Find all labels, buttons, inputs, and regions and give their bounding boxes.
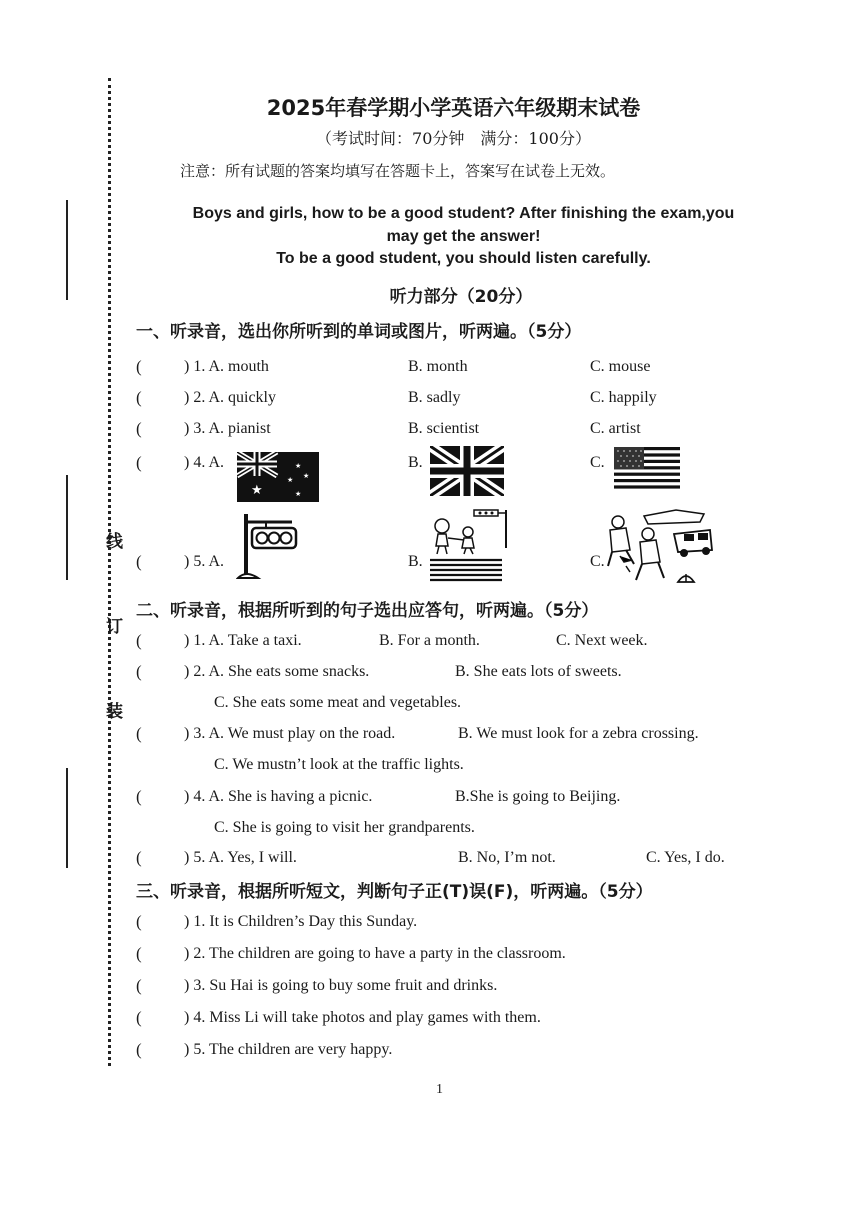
svg-text:★: ★ bbox=[287, 476, 294, 484]
option-c: C. mouse bbox=[590, 358, 651, 375]
option-c: C. She eats some meat and vegetables. bbox=[214, 694, 462, 711]
traffic-light-icon bbox=[236, 512, 300, 580]
statement-text: ) 4. Miss Li will take photos and play games with them. bbox=[184, 1009, 541, 1026]
svg-text:★: ★ bbox=[251, 483, 263, 498]
option-b: B. No, I’m not. bbox=[458, 849, 556, 866]
option-c: C. Yes, I do. bbox=[646, 849, 725, 866]
number-blank-line bbox=[66, 768, 68, 868]
option-b: B. For a month. bbox=[379, 632, 480, 649]
option-b: B. scientist bbox=[408, 420, 480, 437]
question-text: ) 4. A. She is having a picnic. bbox=[184, 788, 373, 805]
answer-bracket[interactable]: ( bbox=[136, 724, 142, 743]
section2-heading: 二、听录音，根据所听到的句子选出应答句，听两遍。（5分） bbox=[136, 601, 599, 621]
binding-ding: 订 bbox=[106, 617, 123, 637]
listening-part-title: 听力部分（20分） bbox=[389, 287, 533, 307]
question-text: ) 3. A. We must play on the road. bbox=[184, 725, 396, 742]
zebra-crossing-icon bbox=[430, 508, 510, 582]
answer-bracket[interactable]: ( bbox=[136, 419, 142, 438]
australia-flag-icon bbox=[237, 452, 319, 502]
option-b: B.She is going to Beijing. bbox=[455, 788, 621, 805]
question-text: ) 5. A. bbox=[184, 553, 224, 570]
question-text: ) 1. A. Take a taxi. bbox=[184, 632, 302, 649]
option-b: B. bbox=[408, 454, 423, 471]
question-text: ) 5. A. Yes, I will. bbox=[184, 849, 297, 866]
motto-line-2: may get the answer! bbox=[386, 228, 541, 245]
uk-flag-icon bbox=[430, 446, 504, 496]
answer-bracket[interactable]: ( bbox=[136, 662, 142, 681]
answer-bracket[interactable]: ( bbox=[136, 1008, 142, 1027]
answer-bracket[interactable]: ( bbox=[136, 944, 142, 963]
answer-bracket[interactable]: ( bbox=[136, 552, 142, 571]
class-blank-line bbox=[66, 475, 68, 580]
question-text: ) 1. A. mouth bbox=[184, 358, 269, 375]
statement-text: ) 5. The children are very happy. bbox=[184, 1041, 393, 1058]
question-text: ) 2. A. She eats some snacks. bbox=[184, 663, 370, 680]
option-c: C. She is going to visit her grandparents. bbox=[214, 819, 475, 836]
section1-heading: 一、听录音，选出你所听到的单词或图片，听两遍。（5分） bbox=[136, 322, 582, 342]
motto-line-3: To be a good student, you should listen carefully. bbox=[276, 250, 651, 267]
statement-text: ) 1. It is Children’s Day this Sunday. bbox=[184, 913, 418, 930]
answer-bracket[interactable]: ( bbox=[136, 1040, 142, 1059]
option-c: C. happily bbox=[590, 389, 657, 406]
answer-bracket[interactable]: ( bbox=[136, 912, 142, 931]
exam-notice: 注意：所有试题的答案均填写在答题卡上，答案写在试卷上无效。 bbox=[180, 162, 616, 180]
section3-heading: 三、听录音，根据所听短文，判断句子正(T)误(F)，听两遍。（5分） bbox=[136, 882, 653, 902]
answer-bracket[interactable]: ( bbox=[136, 848, 142, 867]
statement-text: ) 2. The children are going to have a party in the classroom. bbox=[184, 945, 566, 962]
exam-subtitle: （考试时间：70分钟 满分：100分） bbox=[316, 129, 591, 148]
crossing-road-scene-icon bbox=[604, 506, 714, 586]
option-b: B. She eats lots of sweets. bbox=[455, 663, 622, 680]
option-b: B. sadly bbox=[408, 389, 461, 406]
question-text: ) 3. A. pianist bbox=[184, 420, 271, 437]
option-c: C. bbox=[590, 454, 605, 471]
answer-bracket[interactable]: ( bbox=[136, 453, 142, 472]
option-c: C. We mustn’t look at the traffic lights. bbox=[214, 756, 464, 773]
answer-bracket[interactable]: ( bbox=[136, 787, 142, 806]
svg-text:★: ★ bbox=[295, 490, 302, 498]
answer-bracket[interactable]: ( bbox=[136, 976, 142, 995]
statement-text: ) 3. Su Hai is going to buy some fruit and drinks. bbox=[184, 977, 498, 994]
binding-xian: 线 bbox=[106, 532, 123, 552]
usa-flag-icon bbox=[614, 447, 680, 489]
option-b: B. month bbox=[408, 358, 468, 375]
option-c: C. bbox=[590, 553, 605, 570]
exam-title: 2025年春学期小学英语六年级期末试卷 bbox=[266, 96, 641, 120]
option-b: B. We must look for a zebra crossing. bbox=[458, 725, 699, 742]
question-text: ) 4. A. bbox=[184, 454, 224, 471]
binding-dotted-line bbox=[108, 78, 111, 1066]
option-c: C. artist bbox=[590, 420, 641, 437]
option-c: C. Next week. bbox=[556, 632, 648, 649]
svg-text:★: ★ bbox=[295, 462, 302, 470]
answer-bracket[interactable]: ( bbox=[136, 388, 142, 407]
binding-zhuang: 装 bbox=[106, 702, 123, 722]
page-number: 1 bbox=[436, 1082, 443, 1097]
question-text: ) 2. A. quickly bbox=[184, 389, 276, 406]
answer-bracket[interactable]: ( bbox=[136, 357, 142, 376]
svg-text:★: ★ bbox=[303, 472, 310, 480]
motto-line-1: Boys and girls, how to be a good student? After finishing the exam,you bbox=[192, 205, 735, 222]
answer-bracket[interactable]: ( bbox=[136, 631, 142, 650]
option-b: B. bbox=[408, 553, 423, 570]
